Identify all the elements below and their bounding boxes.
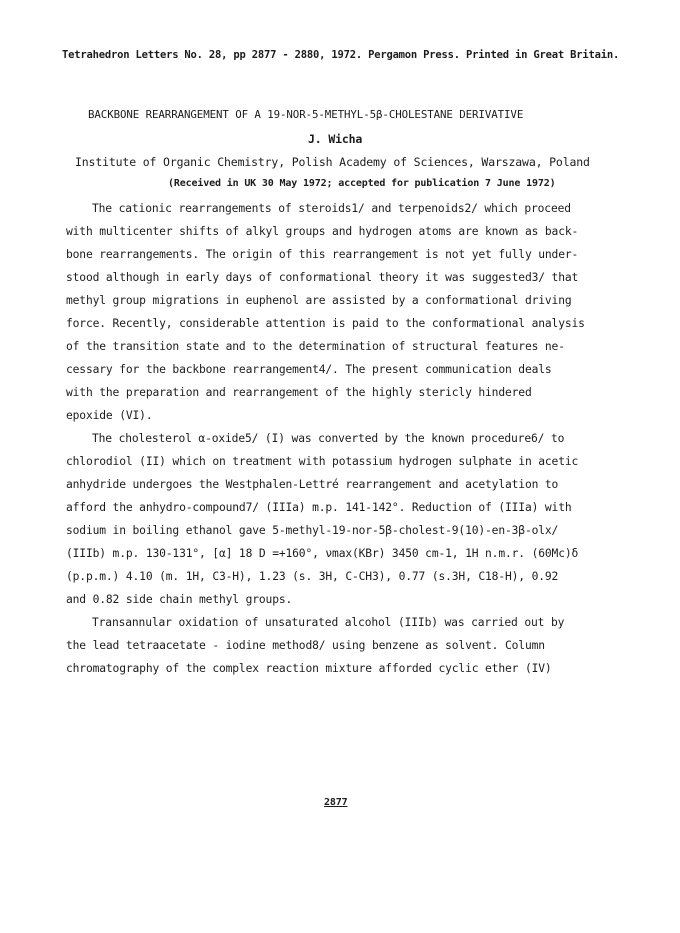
- article-title: BACKBONE REARRANGEMENT OF A 19-NOR-5-METHYL-5β-CHOLESTANE DERIVATIVE: [88, 108, 524, 121]
- body-line: the lead tetraacetate - iodine method8/ using benzene as solvent. Column: [66, 639, 545, 652]
- body-line: The cholesterol α-oxide5/ (I) was converted by the known procedure6/ to: [92, 432, 565, 445]
- author: J. Wicha: [308, 132, 363, 146]
- body-line: with the preparation and rearrangement of the highly stericly hindered: [66, 386, 532, 399]
- body-line: (IIIb) m.p. 130-131°, [α] 18 D =+160°, νmax(KBr) 3450 cm-1, 1H n.m.r. (60Mc)δ: [66, 547, 579, 560]
- body-line: The cationic rearrangements of steroids1/ and terpenoids2/ which proceed: [92, 202, 571, 215]
- received-dates: (Received in UK 30 May 1972; accepted for publication 7 June 1972): [168, 178, 556, 189]
- body-line: methyl group migrations in euphenol are assisted by a conformational driving: [66, 294, 572, 307]
- body-line: of the transition state and to the determination of structural features ne-: [66, 340, 565, 353]
- body-line: bone rearrangements. The origin of this rearrangement is not yet fully under-: [66, 248, 579, 261]
- body-line: anhydride undergoes the Westphalen-Lettré rearrangement and acetylation to: [66, 478, 559, 491]
- body-line: sodium in boiling ethanol gave 5-methyl-19-nor-5β-cholest-9(10)-en-3β-olx/: [66, 524, 559, 537]
- body-line: chlorodiol (II) which on treatment with potassium hydrogen sulphate in acetic: [66, 455, 579, 468]
- body-line: epoxide (VI).: [66, 409, 153, 422]
- body-line: Transannular oxidation of unsaturated alcohol (IIIb) was carried out by: [92, 616, 565, 629]
- body-line: with multicenter shifts of alkyl groups and hydrogen atoms are known as back-: [66, 225, 579, 238]
- body-line: stood although in early days of conformational theory it was suggested3/ that: [66, 271, 579, 284]
- body-line: cessary for the backbone rearrangement4/. The present communication deals: [66, 363, 552, 376]
- journal-header: Tetrahedron Letters No. 28, pp 2877 - 2880, 1972. Pergamon Press. Printed in Great Britain.: [62, 49, 620, 61]
- institution: Institute of Organic Chemistry, Polish Academy of Sciences, Warszawa, Poland: [75, 155, 590, 169]
- page-number: 2877: [324, 797, 348, 808]
- body-line: force. Recently, considerable attention is paid to the conformational analysis: [66, 317, 585, 330]
- body-line: and 0.82 side chain methyl groups.: [66, 593, 293, 606]
- body-line: chromatography of the complex reaction mixture afforded cyclic ether (IV): [66, 662, 552, 675]
- body-line: (p.p.m.) 4.10 (m. 1H, C3-H), 1.23 (s. 3H, C-CH3), 0.77 (s.3H, C18-H), 0.92: [66, 570, 559, 583]
- body-line: afford the anhydro-compound7/ (IIIa) m.p. 141-142°. Reduction of (IIIa) with: [66, 501, 572, 514]
